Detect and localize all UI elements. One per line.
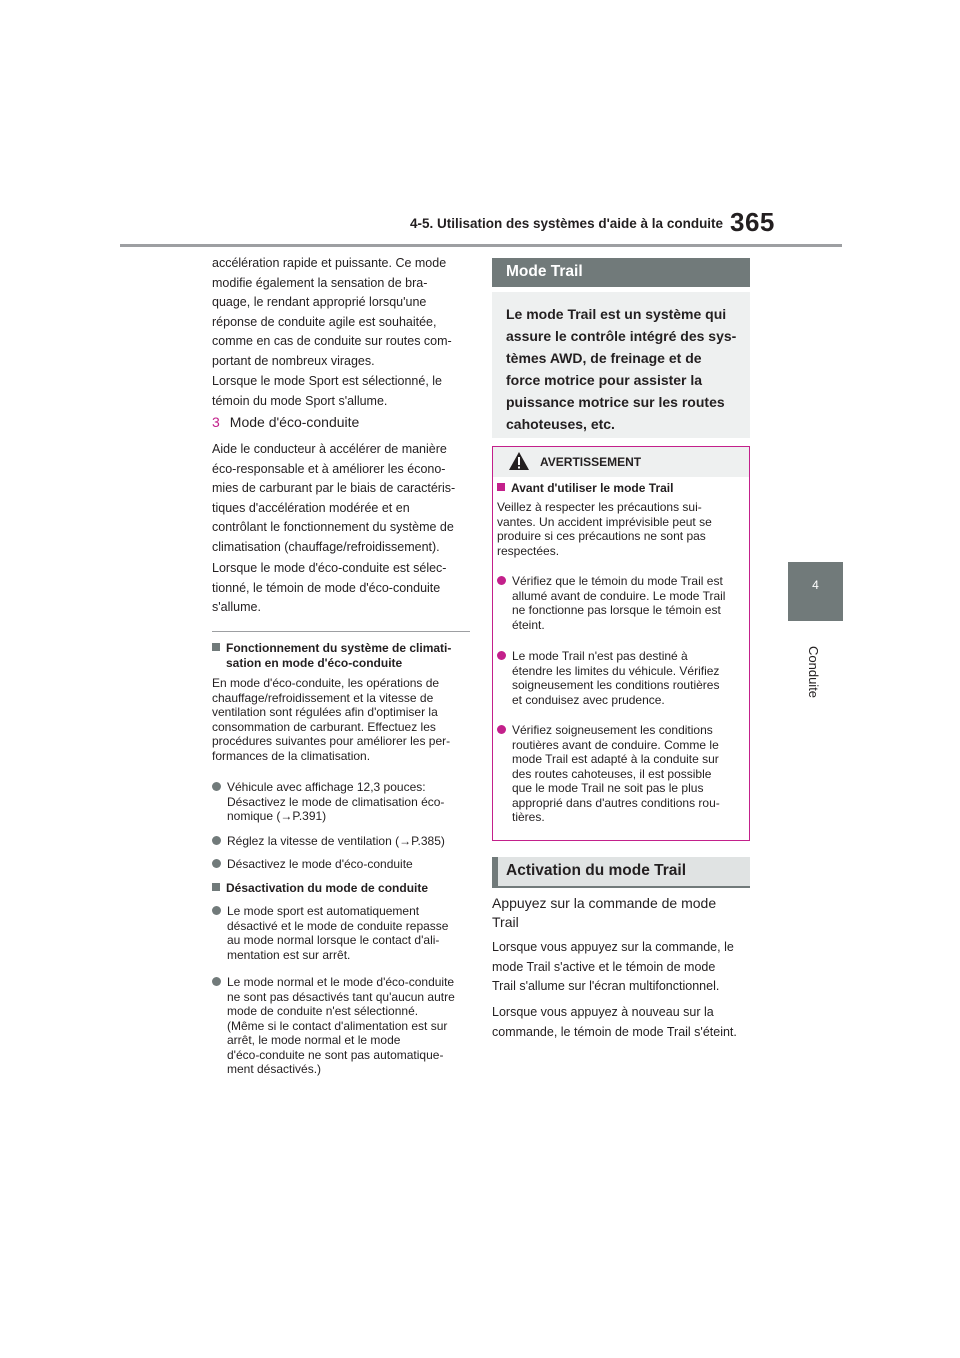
text-line: mode de conduite n'est sélectionné. xyxy=(227,1004,419,1018)
list-item xyxy=(212,780,470,824)
text-line: éteint. xyxy=(512,617,545,632)
text-line: Lorsque vous appuyez à nouveau sur la xyxy=(492,1005,714,1019)
square-bullet-icon xyxy=(212,883,220,891)
text-line: Aide le conducteur à accélérer de manière xyxy=(212,442,447,456)
list-item xyxy=(497,574,742,632)
text-line: Vérifiez soigneusement les conditions xyxy=(512,723,713,737)
text-line: Trail s'allume sur l'écran multifonctionnel. xyxy=(492,979,720,994)
text-line: ment désactivés.) xyxy=(227,1062,322,1076)
square-bullet-icon xyxy=(212,643,220,651)
text-line: mies de carburant par le biais de caractéris- xyxy=(212,481,456,496)
text-line: ne sont pas désactivés tant qu'aucun autre xyxy=(227,989,455,1004)
text-line: climatisation (chauffage/refroidissement). xyxy=(212,539,440,554)
subheading-climatisation xyxy=(212,641,470,670)
text-line: assure le contrôle intégré des sys- xyxy=(506,328,737,344)
text-line: force motrice pour assister la xyxy=(506,372,703,388)
warning-label: AVERTISSEMENT xyxy=(540,455,642,469)
text-line: Lorsque le mode d'éco-conduite est sélec- xyxy=(212,561,447,575)
bullet-dot-icon xyxy=(212,977,221,986)
chapter-label: Conduite xyxy=(806,646,821,699)
text-line: ne fonctionne pas lorsque le témoin est xyxy=(512,603,721,617)
text-line: Le mode normal et le mode d'éco-conduite xyxy=(227,975,455,989)
text-line: formances de la climatisation. xyxy=(212,748,371,763)
list-item xyxy=(212,834,470,849)
text-line: consommation de carburant. Effectuez les xyxy=(212,719,436,734)
section-heading-activation: Activation du mode Trail xyxy=(492,857,750,886)
text-line: ventilation sont régulées afin d'optimiser la xyxy=(212,705,438,719)
list-item xyxy=(212,857,470,872)
text-line: Véhicule avec affichage 12,3 pouces: xyxy=(227,780,426,794)
text-line: arrêt, le mode normal et le mode xyxy=(227,1033,401,1047)
text-line: d'éco-conduite ne sont pas automatique- xyxy=(227,1047,444,1062)
text-line: Le mode Trail est un système qui xyxy=(506,306,727,322)
square-bullet-icon xyxy=(497,483,505,491)
text-line: s'allume. xyxy=(212,600,261,615)
text-line: réponse de conduite agile est souhaitée, xyxy=(212,314,437,329)
text-line: Appuyez sur la commande de mode xyxy=(492,895,717,911)
text-line: que le mode Trail ne soit pas le plus xyxy=(512,781,704,795)
left-paragraph-4 xyxy=(212,559,470,624)
text-line: tèmes AWD, de freinage et de xyxy=(506,350,702,366)
text-line: (Même si le contact d'alimentation est sur xyxy=(227,1018,448,1033)
text-line: vantes. Un accident imprévisible peut se xyxy=(497,514,712,529)
text-line: Lorsque vous appuyez sur la commande, le xyxy=(492,940,734,954)
chapter-number: 4 xyxy=(812,578,819,592)
left-paragraph-2 xyxy=(212,372,470,417)
text-line: soigneusement les conditions routières xyxy=(512,678,720,692)
text-line: tionné, le témoin de mode d'éco-conduite xyxy=(212,580,441,595)
text-line: tiques d'accélération modérée et en xyxy=(212,500,410,515)
text-line: Réglez la vitesse de ventilation (→P.385) xyxy=(227,834,445,848)
bullet-dot-icon xyxy=(497,576,506,585)
intro-box xyxy=(492,292,750,438)
text-line: Fonctionnement du système de climati- xyxy=(226,641,452,655)
bullet-dot-icon xyxy=(212,836,221,845)
text-line: nomique (→P.391) xyxy=(227,809,327,823)
text-line: Trail xyxy=(492,914,519,930)
text-line: mode Trail est adapté à la conduite sur xyxy=(512,752,719,766)
bullet-dot-icon xyxy=(212,782,221,791)
text-line: Lorsque le mode Sport est sélectionné, le xyxy=(212,374,442,388)
header-rule xyxy=(120,244,842,247)
section-divider xyxy=(212,631,470,632)
section-heading-mode-trail: Mode Trail xyxy=(492,258,750,287)
text-line: Le mode sport est automatiquement xyxy=(227,904,420,918)
text-line: mentation est sur arrêt. xyxy=(227,947,351,962)
text-line: tières. xyxy=(512,810,545,824)
warning-body xyxy=(497,500,742,558)
text-line: au mode normal lorsque le contact d'ali- xyxy=(227,933,440,947)
left-paragraph-1 xyxy=(212,254,470,378)
text-line: éco-responsable et à améliorer les écono- xyxy=(212,461,446,476)
right-paragraph-1 xyxy=(492,938,750,1003)
list-item xyxy=(212,975,470,1077)
left-paragraph-3 xyxy=(212,440,470,564)
bullet-dot-icon xyxy=(212,859,221,868)
text-line: Le mode Trail n'est pas destiné à xyxy=(512,649,688,663)
section-title: 4-5. Utilisation des systèmes d'aide à la conduite xyxy=(410,216,724,231)
text-line: contrôlant le fonctionnement du système de xyxy=(212,520,454,535)
text-line: mode Trail s'active et le témoin de mode xyxy=(492,959,716,974)
text-line: Veillez à respecter les précautions sui- xyxy=(497,500,702,514)
text-line: étendre les limites du véhicule. Vérifiez xyxy=(512,663,720,678)
text-line: En mode d'éco-conduite, les opérations de xyxy=(212,676,440,690)
text-line: approprié dans d'autres conditions rou- xyxy=(512,795,720,810)
bullet-dot-icon xyxy=(497,725,506,734)
text-line: puissance motrice sur les routes xyxy=(506,394,725,410)
text-line: cahoteuses, etc. xyxy=(506,416,615,432)
text-line: produire si ces précautions ne sont pas xyxy=(497,529,706,543)
warning-triangle-icon xyxy=(508,451,530,476)
climatisation-body xyxy=(212,676,470,763)
text-line: procédures suivantes pour améliorer les per- xyxy=(212,734,451,748)
bullet-dot-icon xyxy=(497,651,506,660)
warning-subheading: Avant d'utiliser le mode Trail xyxy=(497,481,742,496)
list-item xyxy=(497,723,742,825)
text-line: modifie également la sensation de bra- xyxy=(212,275,428,290)
page-number: 365 xyxy=(730,207,775,237)
text-line: allumé avant de conduire. Le mode Trail xyxy=(512,588,726,603)
text-line: chauffage/refroidissement et la vitesse de xyxy=(212,690,434,705)
text-line: Vérifiez que le témoin du mode Trail est xyxy=(512,574,723,588)
text-line: désactivé et le mode de conduite repasse xyxy=(227,918,449,933)
numbered-item-eco: 3 Mode d'éco-conduite xyxy=(212,414,360,430)
text-line: accélération rapide et puissante. Ce mode xyxy=(212,256,447,270)
text-line: Désactivez le mode d'éco-conduite xyxy=(227,857,413,871)
text-line: témoin du mode Sport s'allume. xyxy=(212,393,388,408)
subheading-desactivation: Désactivation du mode de conduite xyxy=(212,881,470,896)
text-line: et conduisez avec prudence. xyxy=(512,692,665,707)
text-line: Désactivez le mode de climatisation éco- xyxy=(227,794,445,809)
text-line: respectées. xyxy=(497,543,560,558)
list-item xyxy=(212,904,470,962)
text-line: routières avant de conduire. Comme le xyxy=(512,737,719,752)
instruction-step xyxy=(492,894,750,932)
text-line: comme en cas de conduite sur routes com- xyxy=(212,334,452,349)
text-line: quage, le rendant approprié lorsqu'une xyxy=(212,295,427,310)
text-line: des routes cahoteuses, il est possible xyxy=(512,766,712,781)
text-line: commande, le témoin de mode Trail s'éteint. xyxy=(492,1024,737,1039)
list-item xyxy=(497,649,742,707)
text-line: sation en mode d'éco-conduite xyxy=(226,655,403,670)
right-paragraph-2 xyxy=(492,1003,750,1048)
text-line: portant de nombreux virages. xyxy=(212,353,375,368)
bullet-dot-icon xyxy=(212,906,221,915)
